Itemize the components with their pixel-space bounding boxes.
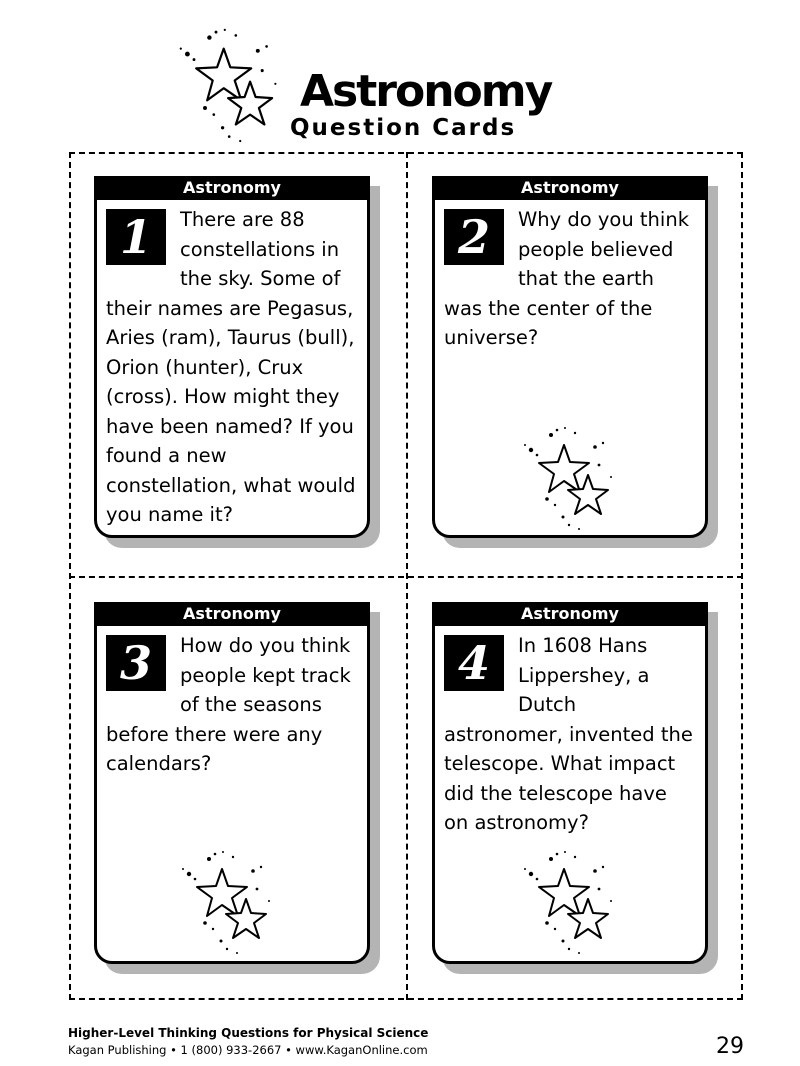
footer-publisher-line: Kagan Publishing • 1 (800) 933-2667 • www.KaganOnline.com [68,1043,428,1057]
question-card-1 [94,176,370,538]
stars-icon [175,849,275,957]
footer-book-title: Higher-Level Thinking Questions for Physical Science [68,1026,429,1040]
card-question-text [435,200,705,353]
card-number-badge: 1 [106,209,166,265]
card-number-badge: 4 [444,635,504,691]
card-number-badge: 3 [106,635,166,691]
card-question: In 1608 Hans Lippershey, a Dutch astronomer, invented the telescope. What impact did the telescope have on astronomy? [444,634,693,834]
card-header: Astronomy [432,176,708,200]
card-header: Astronomy [432,602,708,626]
stars-icon [172,26,282,146]
card-question-text [97,626,367,779]
card-question: There are 88 constellations in the sky. Some of their names are Pegasus, Aries (ram), Taurus (bull), Orion (hunter), Crux (cross). How might they have been named? If you found a new constellation, what would you name it? [106,208,356,526]
card-number-badge: 2 [444,209,504,265]
card-body [432,602,708,964]
question-card-3 [94,602,370,964]
card-header: Astronomy [94,602,370,626]
page-number: 29 [716,1034,744,1059]
stars-icon [517,849,617,957]
card-body [94,602,370,964]
card-body [94,176,370,538]
card-header: Astronomy [94,176,370,200]
question-card-4 [432,602,708,964]
stars-icon [517,425,617,533]
cut-line-horizontal [69,576,743,578]
card-body [432,176,708,538]
card-question: Why do you think people believed that the earth was the center of the universe? [444,208,689,349]
question-card-2 [432,176,708,538]
page-title: Astronomy [300,66,552,117]
card-question-text [435,626,705,838]
card-question-text [97,200,367,530]
page-subtitle: Question Cards [290,115,517,141]
card-question: How do you think people kept track of the seasons before there were any calendars? [106,634,351,775]
